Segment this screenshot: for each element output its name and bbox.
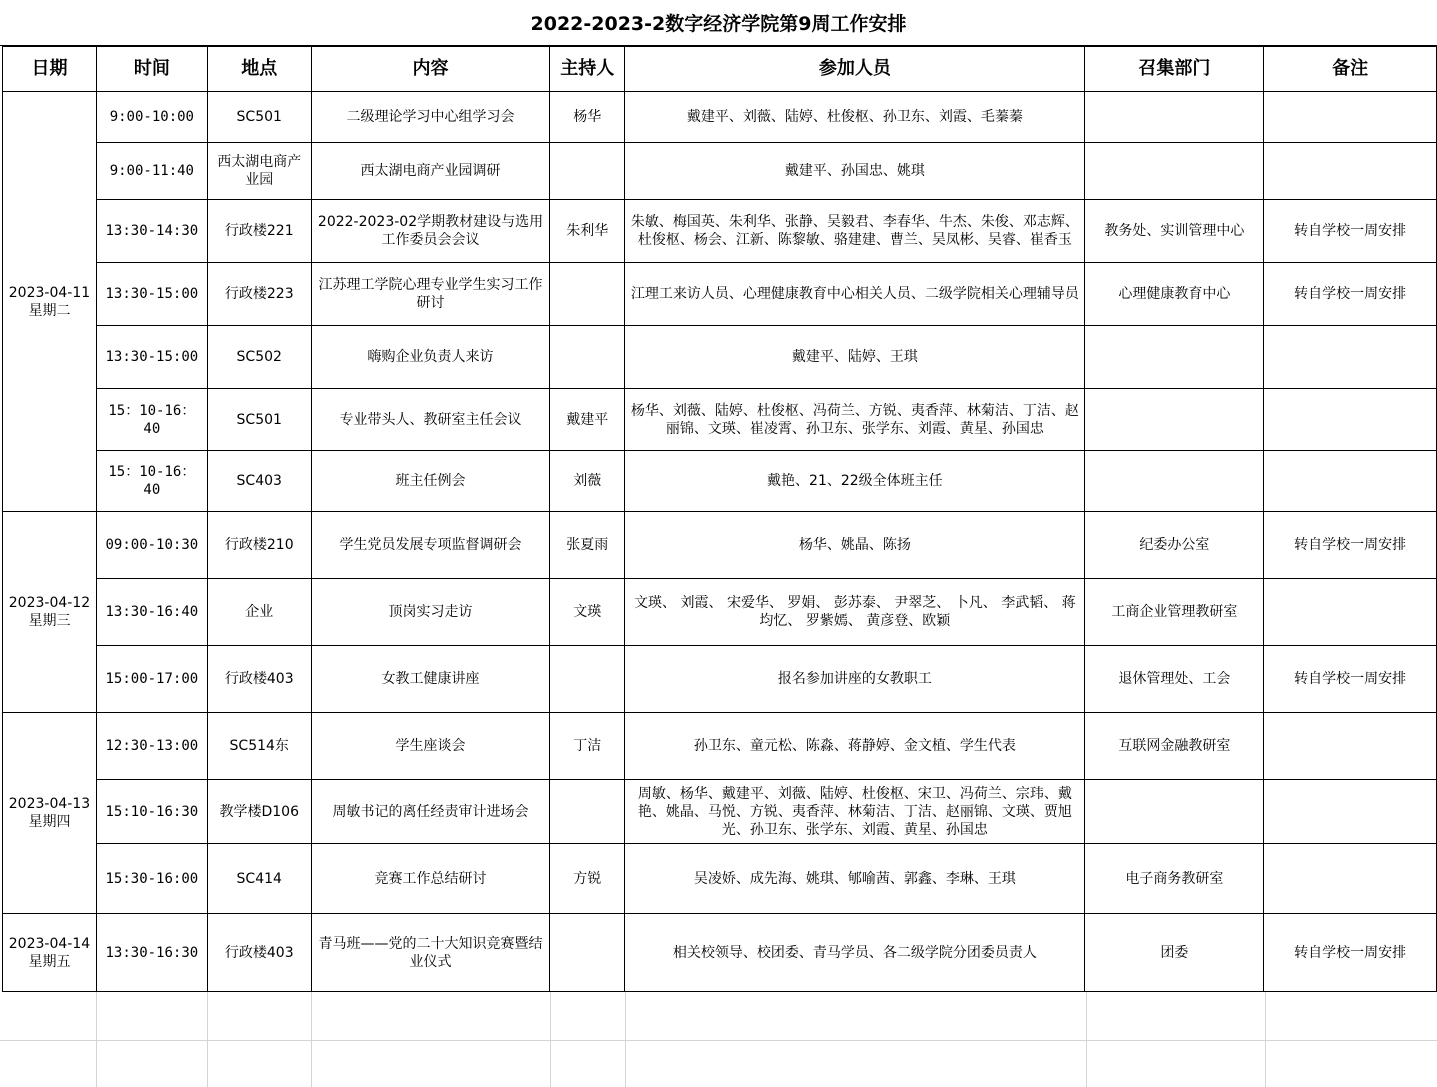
- date-text: 2023-04-12: [8, 595, 91, 611]
- host-cell[interactable]: 戴建平: [550, 389, 625, 451]
- host-cell[interactable]: [550, 780, 625, 844]
- participants-cell[interactable]: 文瑛、 刘霞、 宋爱华、 罗娟、 彭苏泰、 尹翠芝、 卜凡、 李武韬、 蒋均忆、 罗紫嫣、 黄彦登、欧颖: [625, 579, 1085, 646]
- table-row: [3, 512, 1437, 579]
- note-cell[interactable]: 转自学校一周安排: [1264, 512, 1437, 579]
- dept-cell[interactable]: 纪委办公室: [1085, 512, 1264, 579]
- content-cell[interactable]: 班主任例会: [311, 451, 550, 512]
- note-cell[interactable]: [1264, 451, 1437, 512]
- time-cell[interactable]: 9:00-11:40: [96, 143, 207, 200]
- time-cell[interactable]: 15:10-16:30: [96, 780, 207, 844]
- content-cell[interactable]: 周敏书记的离任经责审计进场会: [311, 780, 550, 844]
- dept-cell[interactable]: [1085, 326, 1264, 389]
- participants-cell[interactable]: 相关校领导、校团委、青马学员、各二级学院分团委员责人: [625, 914, 1085, 992]
- content-cell[interactable]: 专业带头人、教研室主任会议: [311, 389, 550, 451]
- host-cell[interactable]: [550, 143, 625, 200]
- table-row: [3, 646, 1437, 713]
- table-row: [3, 844, 1437, 914]
- host-cell[interactable]: 刘薇: [550, 451, 625, 512]
- header-host[interactable]: 主持人: [550, 47, 625, 92]
- content-cell[interactable]: 嗨购企业负责人来访: [311, 326, 550, 389]
- note-cell[interactable]: [1264, 389, 1437, 451]
- dept-cell[interactable]: [1085, 143, 1264, 200]
- dept-cell[interactable]: 互联网金融教研室: [1085, 713, 1264, 780]
- host-cell[interactable]: [550, 263, 625, 326]
- date-cell[interactable]: [3, 713, 97, 914]
- header-place[interactable]: 地点: [207, 47, 311, 92]
- content-cell[interactable]: 2022-2023-02学期教材建设与选用工作委员会会议: [311, 200, 550, 263]
- time-cell[interactable]: 12:30-13:00: [96, 713, 207, 780]
- header-time[interactable]: 时间: [96, 47, 207, 92]
- dept-cell[interactable]: [1085, 389, 1264, 451]
- place-cell[interactable]: 教学楼D106: [207, 780, 311, 844]
- note-cell[interactable]: [1264, 579, 1437, 646]
- schedule-table: [2, 46, 1437, 992]
- dept-cell[interactable]: 工商企业管理教研室: [1085, 579, 1264, 646]
- note-cell[interactable]: [1264, 92, 1437, 143]
- dept-cell[interactable]: 团委: [1085, 914, 1264, 992]
- note-cell[interactable]: 转自学校一周安排: [1264, 263, 1437, 326]
- header-note[interactable]: 备注: [1264, 47, 1437, 92]
- header-content[interactable]: 内容: [311, 47, 550, 92]
- place-cell[interactable]: 行政楼403: [207, 914, 311, 992]
- host-cell[interactable]: 丁洁: [550, 713, 625, 780]
- participants-cell[interactable]: 杨华、姚晶、陈扬: [625, 512, 1085, 579]
- place-cell[interactable]: 行政楼403: [207, 646, 311, 713]
- content-cell[interactable]: 女教工健康讲座: [311, 646, 550, 713]
- dept-cell[interactable]: 心理健康教育中心: [1085, 263, 1264, 326]
- time-cell[interactable]: 15：10-16：40: [96, 389, 207, 451]
- table-row: [3, 326, 1437, 389]
- weekday-text: 星期四: [28, 814, 71, 830]
- table-row: [3, 579, 1437, 646]
- content-cell[interactable]: 青马班——党的二十大知识竞赛暨结业仪式: [311, 914, 550, 992]
- header-participants[interactable]: 参加人员: [625, 47, 1085, 92]
- time-cell[interactable]: 15：10-16：40: [96, 451, 207, 512]
- header-date[interactable]: 日期: [3, 47, 97, 92]
- time-cell[interactable]: 13:30-16:40: [96, 579, 207, 646]
- page-title: 2022-2023-2数字经济学院第9周工作安排: [0, 0, 1437, 46]
- content-cell[interactable]: 顶岗实习走访: [311, 579, 550, 646]
- time-cell[interactable]: 15:30-16:00: [96, 844, 207, 914]
- table-row: [3, 263, 1437, 326]
- place-cell[interactable]: SC414: [207, 844, 311, 914]
- dept-cell[interactable]: [1085, 780, 1264, 844]
- table-row: [3, 143, 1437, 200]
- time-cell[interactable]: 13:30-14:30: [96, 200, 207, 263]
- weekday-text: 星期五: [28, 953, 71, 970]
- participants-cell[interactable]: 戴建平、刘薇、陆婷、杜俊枢、孙卫东、刘霞、毛蓁蓁: [625, 92, 1085, 143]
- host-cell[interactable]: [550, 646, 625, 713]
- content-cell[interactable]: 竞赛工作总结研讨: [311, 844, 550, 914]
- host-cell[interactable]: 杨华: [550, 92, 625, 143]
- place-cell[interactable]: SC502: [207, 326, 311, 389]
- participants-cell[interactable]: 报名参加讲座的女教职工: [625, 646, 1085, 713]
- table-row: [3, 780, 1437, 844]
- participants-cell[interactable]: 江理工来访人员、心理健康教育中心相关人员、二级学院相关心理辅导员: [625, 263, 1085, 326]
- host-cell[interactable]: 文瑛: [550, 579, 625, 646]
- table-row: [3, 200, 1437, 263]
- note-cell[interactable]: [1264, 713, 1437, 780]
- place-cell[interactable]: SC403: [207, 451, 311, 512]
- time-cell[interactable]: 13:30-15:00: [96, 263, 207, 326]
- place-cell[interactable]: SC514东: [207, 713, 311, 780]
- host-cell[interactable]: 方锐: [550, 844, 625, 914]
- time-cell[interactable]: 13:30-15:00: [96, 326, 207, 389]
- table-row: [3, 451, 1437, 512]
- dept-cell[interactable]: [1085, 92, 1264, 143]
- participants-cell[interactable]: 吴凌娇、成先海、姚琪、郇喻茜、郭鑫、李琳、王琪: [625, 844, 1085, 914]
- date-cell[interactable]: [3, 92, 97, 512]
- dept-cell[interactable]: 教务处、实训管理中心: [1085, 200, 1264, 263]
- table-row: [3, 92, 1437, 143]
- note-cell[interactable]: [1264, 326, 1437, 389]
- place-cell[interactable]: 行政楼210: [207, 512, 311, 579]
- participants-cell[interactable]: 周敏、杨华、戴建平、刘薇、陆婷、杜俊枢、宋卫、冯荷兰、宗玮、戴艳、姚晶、马悦、方锐、夷香萍、林菊洁、丁洁、赵丽锦、文瑛、贾旭光、孙卫东、张学东、刘霞、黄星、孙国忠: [625, 780, 1085, 844]
- place-cell[interactable]: 行政楼221: [207, 200, 311, 263]
- note-cell[interactable]: [1264, 780, 1437, 844]
- date-text: 2023-04-11: [8, 284, 91, 301]
- dept-cell[interactable]: 电子商务教研室: [1085, 844, 1264, 914]
- weekday-text: 星期二: [28, 302, 71, 319]
- participants-cell[interactable]: 戴建平、孙国忠、姚琪: [625, 143, 1085, 200]
- participants-cell[interactable]: 杨华、刘薇、陆婷、杜俊枢、冯荷兰、方锐、夷香萍、林菊洁、丁洁、赵丽锦、文瑛、崔凌霄、孙卫东、张学东、刘霞、黄星、孙国忠: [625, 389, 1085, 451]
- note-cell[interactable]: 转自学校一周安排: [1264, 914, 1437, 992]
- time-cell[interactable]: 9:00-10:00: [96, 92, 207, 143]
- table-row: [3, 713, 1437, 780]
- dept-cell[interactable]: [1085, 451, 1264, 512]
- participants-cell[interactable]: 朱敏、梅国英、朱利华、张静、吴毅君、李春华、牛杰、朱俊、邓志辉、杜俊枢、杨会、江新、陈黎敏、骆建建、曹兰、吴凤彬、吴睿、崔香玉: [625, 200, 1085, 263]
- content-cell[interactable]: 江苏理工学院心理专业学生实习工作研讨: [311, 263, 550, 326]
- weekday-text: 星期三: [28, 613, 71, 629]
- place-cell[interactable]: 行政楼223: [207, 263, 311, 326]
- table-row: [3, 914, 1437, 992]
- place-cell[interactable]: 西太湖电商产业园: [207, 143, 311, 200]
- place-cell[interactable]: SC501: [207, 389, 311, 451]
- host-cell[interactable]: 张夏雨: [550, 512, 625, 579]
- host-cell[interactable]: [550, 326, 625, 389]
- content-cell[interactable]: 学生座谈会: [311, 713, 550, 780]
- note-cell[interactable]: 转自学校一周安排: [1264, 646, 1437, 713]
- date-text: 2023-04-13: [8, 796, 91, 812]
- table-row: [3, 389, 1437, 451]
- time-cell[interactable]: 13:30-16:30: [96, 914, 207, 992]
- host-cell[interactable]: [550, 914, 625, 992]
- participants-cell[interactable]: 戴艳、21、22级全体班主任: [625, 451, 1085, 512]
- date-cell[interactable]: [3, 512, 97, 713]
- header-dept[interactable]: 召集部门: [1085, 47, 1264, 92]
- header-row: [3, 47, 1437, 92]
- date-text: 2023-04-14: [8, 935, 91, 952]
- host-cell[interactable]: 朱利华: [550, 200, 625, 263]
- participants-cell[interactable]: 戴建平、陆婷、王琪: [625, 326, 1085, 389]
- note-cell[interactable]: 转自学校一周安排: [1264, 200, 1437, 263]
- time-cell[interactable]: 15:00-17:00: [96, 646, 207, 713]
- note-cell[interactable]: [1264, 844, 1437, 914]
- time-cell[interactable]: 09:00-10:30: [96, 512, 207, 579]
- date-cell[interactable]: [3, 914, 97, 992]
- place-cell[interactable]: 企业: [207, 579, 311, 646]
- participants-cell[interactable]: 孙卫东、童元松、陈淼、蒋静婷、金文植、学生代表: [625, 713, 1085, 780]
- note-cell[interactable]: [1264, 143, 1437, 200]
- content-cell[interactable]: 西太湖电商产业园调研: [311, 143, 550, 200]
- place-cell[interactable]: SC501: [207, 92, 311, 143]
- content-cell[interactable]: 学生党员发展专项监督调研会: [311, 512, 550, 579]
- content-cell[interactable]: 二级理论学习中心组学习会: [311, 92, 550, 143]
- dept-cell[interactable]: 退休管理处、工会: [1085, 646, 1264, 713]
